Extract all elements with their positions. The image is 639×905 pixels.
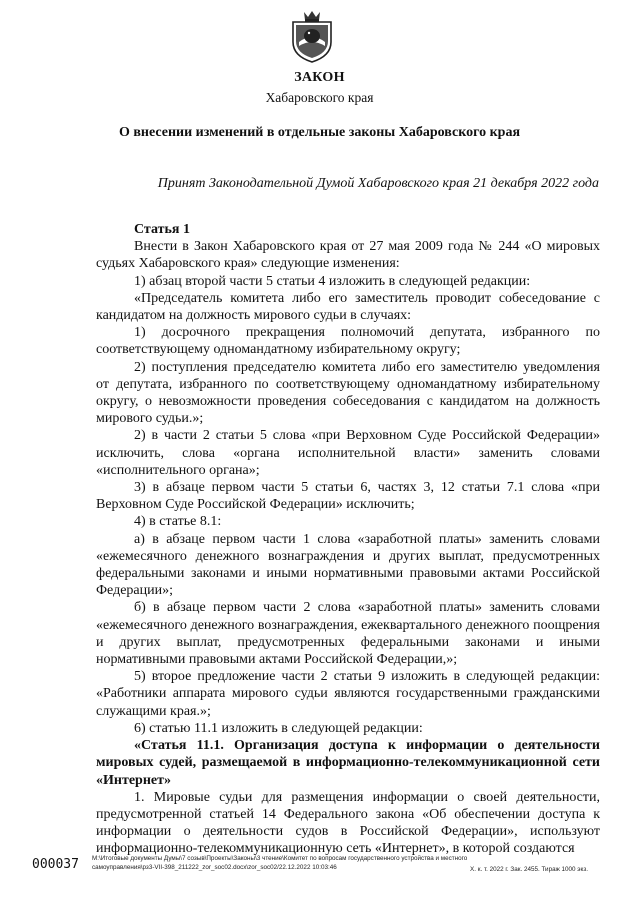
paragraph-6: 6) статью 11.1 изложить в следующей редакции: (134, 720, 423, 736)
article-11-1-part-1: 1. Мировые судьи для размещения информации о своей деятельности, предусмотренной статьей 14 Федерального закона «Об обеспечении доступа к информации о деятельности судов в Российской Федерации», используют информационно-телекоммуникационную сеть «Интернет», в которой создаются (96, 789, 600, 857)
paragraph-4b: б) в абзаце первом части 2 слова «заработной платы» заменить словами «ежемесячного денежного вознаграждения, ежеквартального денежного поощрения и других выплат, предусмотренных федеральными законами и иными нормативными правовыми актами Российской Федерации,»; (96, 600, 600, 668)
article-intro: Внести в Закон Хабаровского края от 27 мая 2009 года № 244 «О мировых судьях Хабаровского края» следующие изменения: (96, 239, 600, 272)
law-heading: О внесении изменений в отдельные законы Хабаровского края (118, 125, 521, 140)
paragraph-1-item-1: 1) досрочного прекращения полномочий депутата, избранного по соответствующему одномандатному избирательному округу; (96, 325, 600, 358)
paragraph-1: 1) абзац второй части 5 статьи 4 изложить в следующей редакции: (134, 273, 531, 289)
paragraph-1-item-2: 2) поступления председателю комитета либо его заместителю уведомления от депутата, избранного по соответствующему одномандатному избирательному округу, о невозможности проведения собеседования с кандидатом на должность мирового судьи.»; (96, 359, 600, 427)
coat-of-arms-icon (289, 8, 335, 64)
adoption-note: Принят Законодательной Думой Хабаровского края 21 декабря 2022 года (157, 176, 599, 191)
file-path: М:\Итоговые документы Думы\7 созыв\Проекты\Законы\3 чтение\Комитет по вопросам государственного устройства и местного самоуправления\рз3-VII-398_211222_zor_soc02.docx\zor_soc02/22.12.2022 10:03:46 (92, 855, 468, 871)
law-body (96, 221, 600, 858)
document-title: ЗАКОН (294, 70, 345, 85)
article-title: Статья 1 (134, 222, 190, 237)
paragraph-5: 5) второе предложение части 2 статьи 9 изложить в следующей редакции: «Работники аппарата мирового судьи являются государственными гражданскими служащими края.»; (96, 669, 600, 719)
paragraph-3: 3) в абзаце первом части 5 статьи 6, частях 3, 12 статьи 7.1 слова «при Верховном Суде Российской Федерации» исключить; (96, 480, 600, 513)
paragraph-4: 4) в статье 8.1: (134, 514, 222, 530)
paragraph-2: 2) в части 2 статьи 5 слова «при Верховном Суде Российской Федерации» исключить, слова «органа исполнительной власти» заменить словами «исполнительного органа»; (96, 428, 600, 478)
paragraph-4a: а) в абзаце первом части 1 слова «заработной платы» заменить словами «ежемесячного денежного вознаграждения и других выплат, предусмотренных федеральными законами и иными нормативными правовыми актами Российской Федерации»; (96, 531, 600, 599)
print-info: Х. к. т. 2022 г. Зак. 2455. Тираж 1000 экз. (470, 866, 588, 873)
paragraph-1-quote: «Председатель комитета либо его заместитель проводит собеседование с кандидатом на должность мирового судьи в случаях: (96, 290, 600, 324)
document-number: 000037 (32, 857, 79, 872)
document-subtitle: Хабаровского края (265, 90, 374, 105)
article-11-1-title: «Статья 11.1. Организация доступа к информации о деятельности мировых судей, размещаемой в информационно-телекоммуникационной сети «Интернет» (96, 738, 600, 788)
